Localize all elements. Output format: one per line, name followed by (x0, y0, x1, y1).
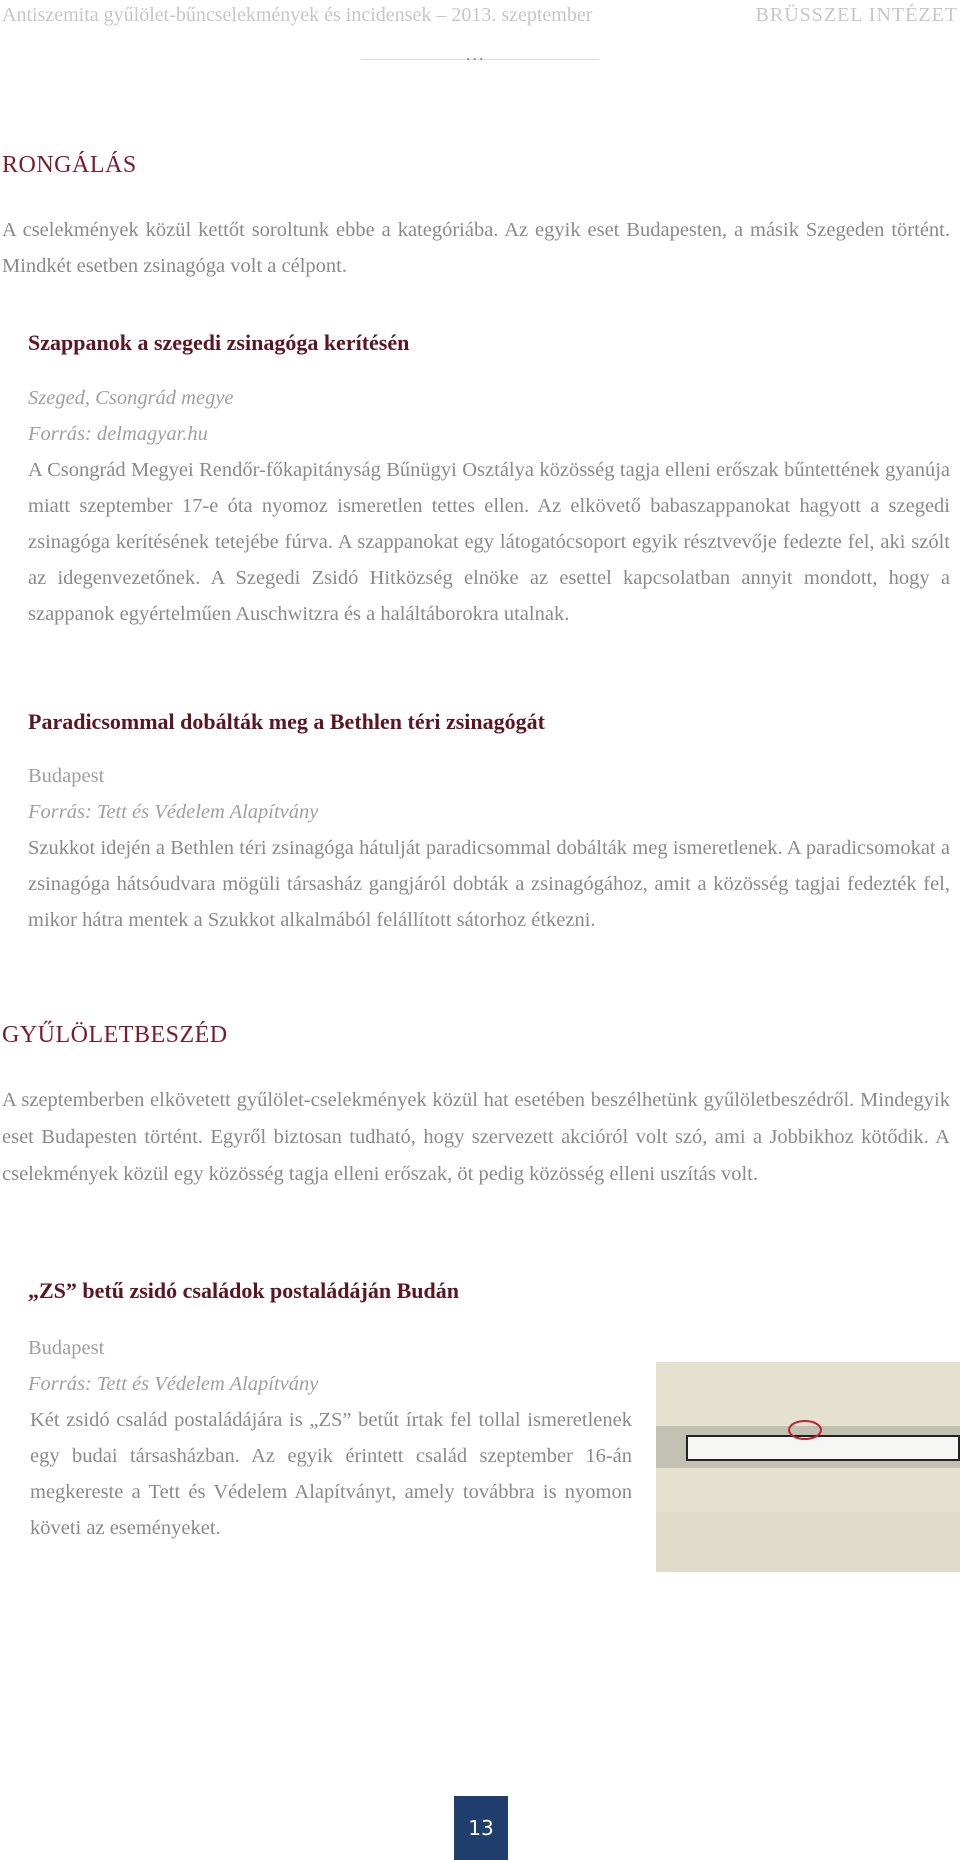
article-source: Forrás: Tett és Védelem Alapítvány (28, 1373, 319, 1395)
article-location: Budapest (28, 1337, 105, 1359)
article-meta-szappanok (28, 380, 234, 452)
article-body-zs-betu: Két zsidó család postaládájára is „ZS” betűt írtak fel tollal ismeretlenek egy budai társasházban. Az egyik érintett család szeptember 16-án megkereste a Tett és Védelem Alapítványt, amely továbbra is nyomon követi az eseményeket. (30, 1409, 632, 1539)
section-intro-gyuloletbeszed: A szeptemberben elkövetett gyűlölet-cselekmények közül hat esetében beszélhetünk gyűlöletbeszédről. Mindegyik eset Budapesten történt. Egyről biztosan tudható, hogy szervezett akcióról volt szó, ami a Jobbikhoz kötődik. A cselekmények közül egy közösség tagja elleni erőszak, öt pedig közösség elleni uszítás volt. (2, 1089, 950, 1185)
photo-highlight-circle (788, 1420, 822, 1440)
article-location: Budapest (28, 765, 105, 787)
article-meta-zs-betu (28, 1330, 318, 1402)
photo-name-strip (686, 1435, 960, 1461)
article-location: Szeged, Csongrád megye (28, 387, 234, 409)
section-intro-rongalas: A cselekmények közül kettőt soroltunk ebbe a kategóriába. Az egyik eset Budapesten, a másik Szegeden történt. Mindkét esetben zsinagóga volt a célpont. (2, 219, 950, 277)
article-title-szappanok: Szappanok a szegedi zsinagóga kerítésén (28, 330, 410, 355)
running-header-title: Antiszemita gyűlölet-bűncselekmények és incidensek – 2013. szeptember (2, 4, 593, 26)
article-source: Forrás: delmagyar.hu (28, 423, 208, 445)
section-title-gyuloletbeszed: GYŰLÖLETBESZÉD (2, 1022, 228, 1048)
running-header-publisher: BRÜSSZEL INTÉZET (755, 4, 958, 26)
mailbox-photo (656, 1362, 960, 1572)
photo-lower-shade (656, 1512, 960, 1572)
header-ornament: ... (466, 44, 486, 64)
article-body-szappanok: A Csongrád Megyei Rendőr-főkapitányság Bűnügyi Osztálya közösség tagja elleni erőszak bűntettének gyanúja miatt szeptember 17-e óta nyomoz ismeretlen tettes ellen. Az elkövető babaszappanokat hagyott a szegedi zsinagóga kerítésének tetejébe fúrva. A szappanokat egy látogatócsoport egyik résztvevője fedezte fel, aki szólt az idegenvezetőnek. A Szegedi Zsidó Hitközség elnöke az esettel kapcsolatban annyit mondott, hogy a szappanok egyértelműen Auschwitzra és a haláltáborokra utalnak. (28, 459, 950, 625)
article-title-paradicsom: Paradicsommal dobálták meg a Bethlen téri zsinagógát (28, 709, 545, 734)
article-meta-paradicsom (28, 758, 318, 830)
article-title-zs-betu: „ZS” betű zsidó családok postaládáján Budán (28, 1278, 459, 1303)
section-title-rongalas: RONGÁLÁS (2, 152, 137, 178)
article-body-paradicsom: Szukkot idején a Bethlen téri zsinagóga hátulját paradicsommal dobálták meg ismeretlenek. A paradicsomokat a zsinagóga hátsóudvara mögüli társasház gangjáról dobták a zsinagógához, amit a közösség tagjai fedezték fel, mikor hátra mentek a Szukkot alkalmából felállított sátorhoz étkezni. (28, 837, 950, 931)
article-source: Forrás: Tett és Védelem Alapítvány (28, 801, 319, 823)
page-number: 13 (454, 1796, 508, 1860)
